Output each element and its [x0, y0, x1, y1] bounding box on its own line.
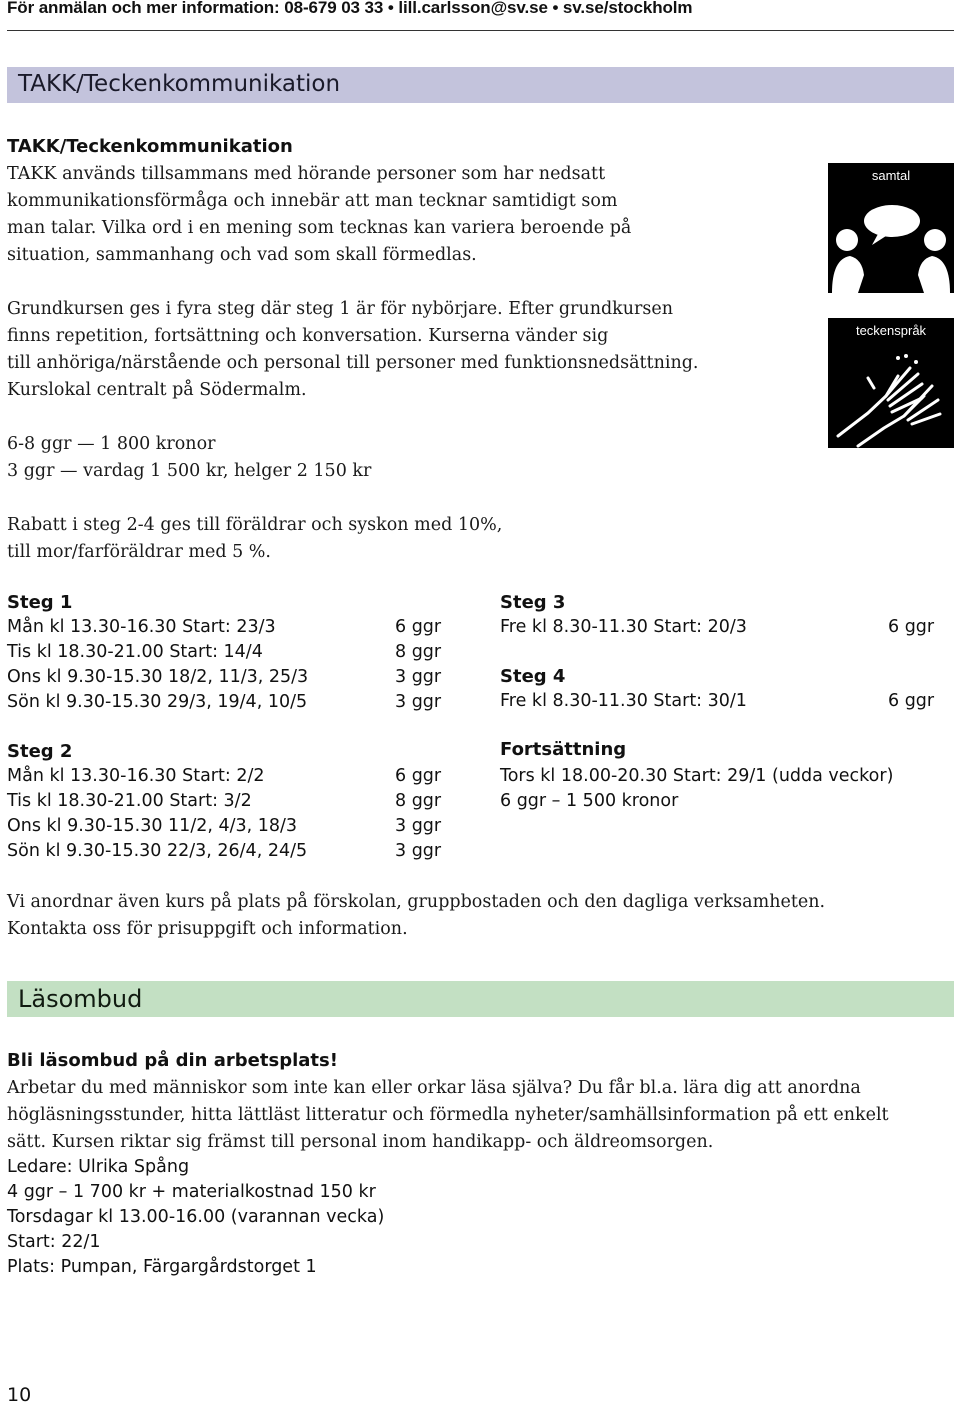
schedule-count: 6 ggr — [888, 691, 935, 711]
schedule-time: Sön kl 9.30-15.30 29/3, 19/4, 10/5 — [7, 692, 308, 712]
section-band-lasombud — [7, 981, 954, 1017]
schedule-count: 3 ggr — [395, 692, 442, 712]
text-line: TAKK används tillsammans med hörande personer som har nedsatt — [7, 164, 606, 184]
text-line: Vi anordnar även kurs på plats på förskolan, gruppbostaden och den dagliga verksamheten. — [7, 892, 826, 912]
text-line: högläsningsstunder, hitta lättläst litteratur och förmedla nyheter/samhällsinformation på ett enkelt — [7, 1105, 889, 1125]
schedule-count: 3 ggr — [395, 816, 442, 836]
steg3-title: Steg 3 — [500, 592, 566, 613]
text-line: finns repetition, fortsättning och konversation. Kurserna vänder sig — [7, 326, 609, 346]
schedule-time: Fre kl 8.30-11.30 Start: 30/1 — [500, 691, 747, 711]
schedule-time: Mån kl 13.30-16.30 Start: 2/2 — [7, 766, 265, 786]
schedule-count: 3 ggr — [395, 667, 442, 687]
schedule-count: 6 ggr — [395, 766, 442, 786]
detail-line: Ledare: Ulrika Spång — [7, 1157, 190, 1177]
text-line: man talar. Vilka ord i en mening som tecknas kan variera beroende på — [7, 218, 632, 238]
text-line: Kurslokal centralt på Södermalm. — [7, 380, 307, 400]
detail-line: Start: 22/1 — [7, 1232, 101, 1252]
price-list — [7, 431, 371, 485]
lasombud-paragraph — [7, 1075, 889, 1156]
fortsattning-price: 6 ggr – 1 500 kronor — [500, 791, 679, 811]
section-band-takk — [7, 67, 954, 103]
text-line: Rabatt i steg 2-4 ges till föräldrar och syskon med 10%, — [7, 515, 503, 535]
detail-line: Torsdagar kl 13.00-16.00 (varannan vecka) — [7, 1207, 385, 1227]
schedule-count: 8 ggr — [395, 642, 442, 662]
text-line: Kontakta oss för prisuppgift och information. — [7, 919, 408, 939]
text-line: situation, sammanhang och vad som skall förmedlas. — [7, 245, 477, 265]
text-line: Arbetar du med människor som inte kan eller orkar läsa själva? Du får bl.a. lära dig att anordna — [7, 1078, 861, 1098]
pictogram-label: teckenspråk — [855, 323, 927, 338]
fortsattning-title: Fortsättning — [500, 739, 627, 760]
lasombud-details — [7, 1155, 384, 1280]
schedule-time: Ons kl 9.30-15.30 11/2, 4/3, 18/3 — [7, 816, 298, 836]
fortsattning-time: Tors kl 18.00-20.30 Start: 29/1 (udda veckor) — [500, 766, 894, 786]
detail-line: Plats: Pumpan, Färgargårdstorget 1 — [7, 1257, 317, 1277]
text-line: kommunikationsförmåga och innebär att man tecknar samtidigt som — [7, 191, 618, 211]
schedule-time: Ons kl 9.30-15.30 18/2, 11/3, 25/3 — [7, 667, 309, 687]
schedule-time: Mån kl 13.30-16.30 Start: 23/3 — [7, 617, 276, 637]
text-line: sätt. Kursen riktar sig främst till personal inom handikapp- och äldreomsorgen. — [7, 1132, 714, 1152]
section-band-title: Läsombud — [18, 985, 143, 1013]
section-heading: TAKK/Teckenkommunikation — [7, 136, 293, 157]
steg1-title: Steg 1 — [7, 592, 73, 613]
page-number: 10 — [7, 1384, 32, 1406]
steg2-title: Steg 2 — [7, 741, 73, 762]
pictogram-samtal — [828, 163, 954, 293]
pictogram-label: samtal — [871, 168, 911, 183]
price-line: 6-8 ggr — 1 800 kronor — [7, 434, 216, 454]
text-line: till anhöriga/närstående och personal till personer med funktionsnedsättning. — [7, 353, 699, 373]
price-line: 3 ggr — vardag 1 500 kr, helger 2 150 kr — [7, 461, 372, 481]
sign-language-icon — [828, 318, 954, 448]
schedule-time: Sön kl 9.30-15.30 22/3, 26/4, 24/5 — [7, 841, 308, 861]
course-paragraph — [7, 296, 698, 404]
intro-paragraph — [7, 161, 631, 269]
onsite-paragraph — [7, 889, 825, 943]
lasombud-heading: Bli läsombud på din arbetsplats! — [7, 1050, 338, 1071]
schedule-time: Fre kl 8.30-11.30 Start: 20/3 — [500, 617, 747, 637]
conversation-icon — [828, 163, 954, 293]
schedule-count: 8 ggr — [395, 791, 442, 811]
text-line: Grundkursen ges i fyra steg där steg 1 är för nybörjare. Efter grundkursen — [7, 299, 674, 319]
steg4-title: Steg 4 — [500, 666, 566, 687]
text-line: till mor/farföräldrar med 5 %. — [7, 542, 271, 562]
schedule-time: Tis kl 18.30-21.00 Start: 14/4 — [7, 642, 263, 662]
discount-paragraph — [7, 512, 502, 566]
schedule-count: 3 ggr — [395, 841, 442, 861]
contact-header: För anmälan och mer information: 08-679 03 33 • lill.carlsson@sv.se • sv.se/stockholm — [7, 0, 693, 17]
section-band-title: TAKK/Teckenkommunikation — [18, 71, 341, 97]
detail-line: 4 ggr – 1 700 kr + materialkostnad 150 kr — [7, 1182, 376, 1202]
pictogram-teckensprak — [828, 318, 954, 448]
header-divider — [7, 30, 954, 31]
schedule-time: Tis kl 18.30-21.00 Start: 3/2 — [7, 791, 252, 811]
schedule-count: 6 ggr — [888, 617, 935, 637]
schedule-count: 6 ggr — [395, 617, 442, 637]
